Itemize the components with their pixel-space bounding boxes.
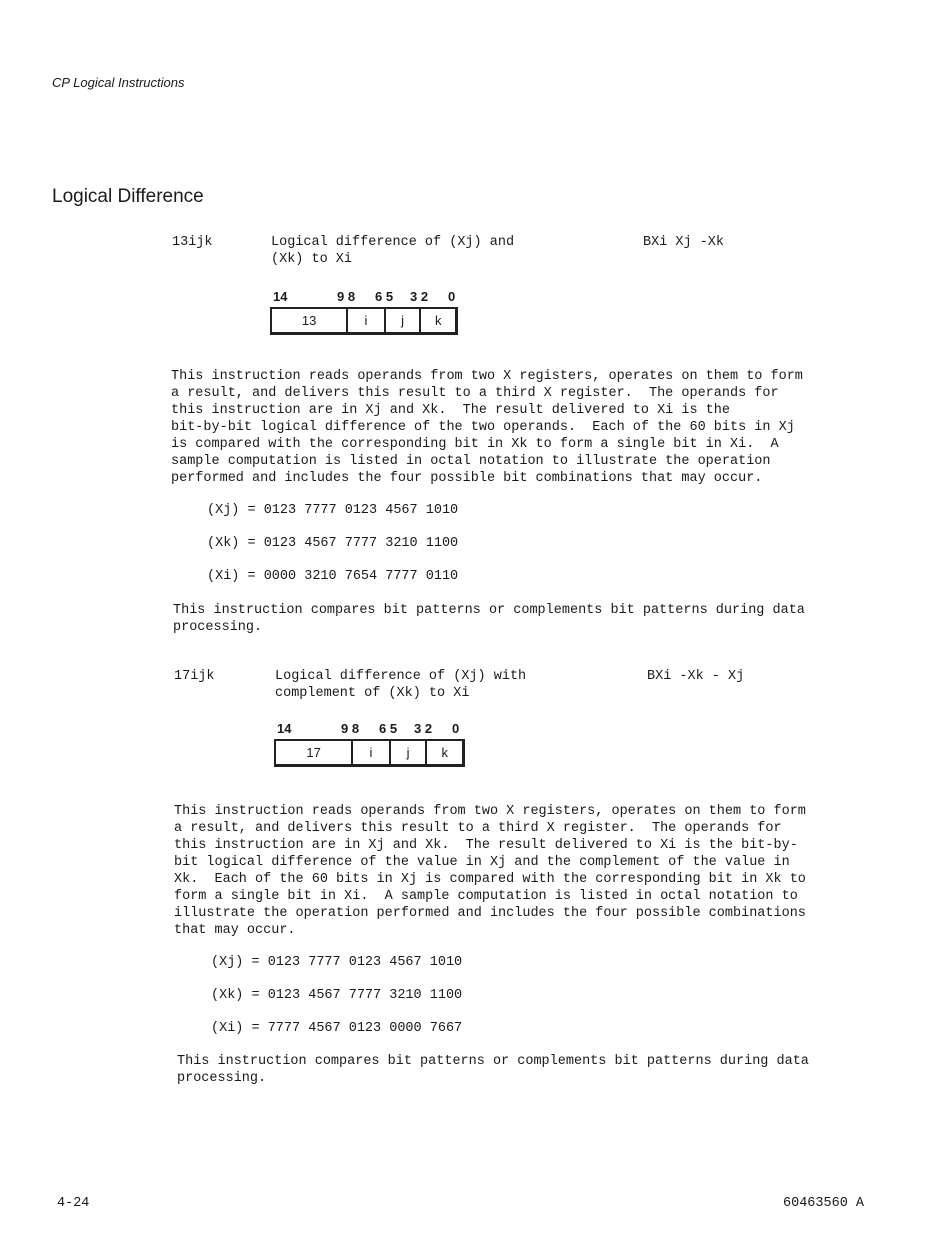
instr2-format-box (274, 739, 465, 767)
bit-label-9-8: 9 8 (341, 721, 360, 736)
instr2-description-line2: complement of (Xk) to Xi (275, 686, 470, 701)
field-opcode: 17 (306, 745, 321, 760)
instr2-closing: This instruction compares bit patterns or complements bit patterns during data processing. (177, 1054, 809, 1086)
bit-label-3-2: 3 2 (410, 289, 429, 304)
instr1-closing: This instruction compares bit patterns or complements bit patterns during data processing. (173, 603, 805, 635)
field-j: j (389, 741, 426, 764)
instr1-format-box (270, 307, 458, 335)
bit-label-0: 0 (448, 289, 456, 304)
bit-label-14: 14 (273, 289, 288, 304)
field-i: i (351, 741, 389, 764)
instr2-eq-xi: (Xi) = 7777 4567 0123 0000 7667 (211, 1021, 463, 1036)
instr1-eq-xi: (Xi) = 0000 3210 7654 7777 0110 (207, 569, 459, 584)
instr1-eq-xj: (Xj) = 0123 7777 0123 4567 1010 (207, 503, 459, 518)
field-opcode: 13 (301, 313, 317, 328)
section-title: Logical Difference (52, 186, 204, 207)
page-number: 4-24 (57, 1196, 90, 1211)
bit-label-6-5: 6 5 (375, 289, 394, 304)
bit-label-0: 0 (452, 721, 460, 736)
instr1-eq-xk: (Xk) = 0123 4567 7777 3210 1100 (207, 536, 459, 551)
field-i: i (346, 309, 384, 332)
instr1-description-line2: (Xk) to Xi (271, 252, 353, 267)
bit-label-14: 14 (277, 721, 292, 736)
instr2-eq-xk: (Xk) = 0123 4567 7777 3210 1100 (211, 988, 463, 1003)
instr2-description-line1: Logical difference of (Xj) with (275, 669, 527, 684)
instr2-paragraph: This instruction reads operands from two X registers, operates on them to form a result, and delivers this result to a third X register. The operands for this instruction are in Xj and Xk. The result delivered to Xi is the bit-by- bit logical difference of the value in Xj and the complement of the value in Xk. Each of the 60 bits in Xj is compared with the corresponding bit in Xk to form a single bit in Xi. A sample computation is listed in octal notation to illustrate the operation performed and includes the four possible combinations that may occur. (174, 804, 806, 938)
instr1-paragraph: This instruction reads operands from two X registers, operates on them to form a result, and delivers this result to a third X register. The operands for this instruction are in Xj and Xk. The result delivered to Xi is the bit-by-bit logical difference of the two operands. Each of the 60 bits in Xj is compared with the corresponding bit in Xk to form a single bit in Xi. A sample computation is listed in octal notation to illustrate the operation performed and includes the four possible bit combinations that may occur. (171, 369, 803, 486)
field-k: k (425, 741, 462, 764)
running-header: CP Logical Instructions (52, 75, 185, 90)
instr2-opcode: 17ijk (174, 669, 215, 684)
field-k: k (419, 309, 455, 332)
bit-label-9-8: 9 8 (337, 289, 356, 304)
bit-label-3-2: 3 2 (414, 721, 433, 736)
bit-label-6-5: 6 5 (379, 721, 398, 736)
instr1-syntax: BXi Xj -Xk (643, 235, 725, 250)
instr1-opcode: 13ijk (172, 235, 213, 250)
document-id: 60463560 A (783, 1196, 865, 1211)
field-j: j (384, 309, 420, 332)
instr1-description-line1: Logical difference of (Xj) and (271, 235, 515, 250)
instr2-syntax: BXi -Xk - Xj (647, 669, 745, 684)
instr2-eq-xj: (Xj) = 0123 7777 0123 4567 1010 (211, 955, 463, 970)
